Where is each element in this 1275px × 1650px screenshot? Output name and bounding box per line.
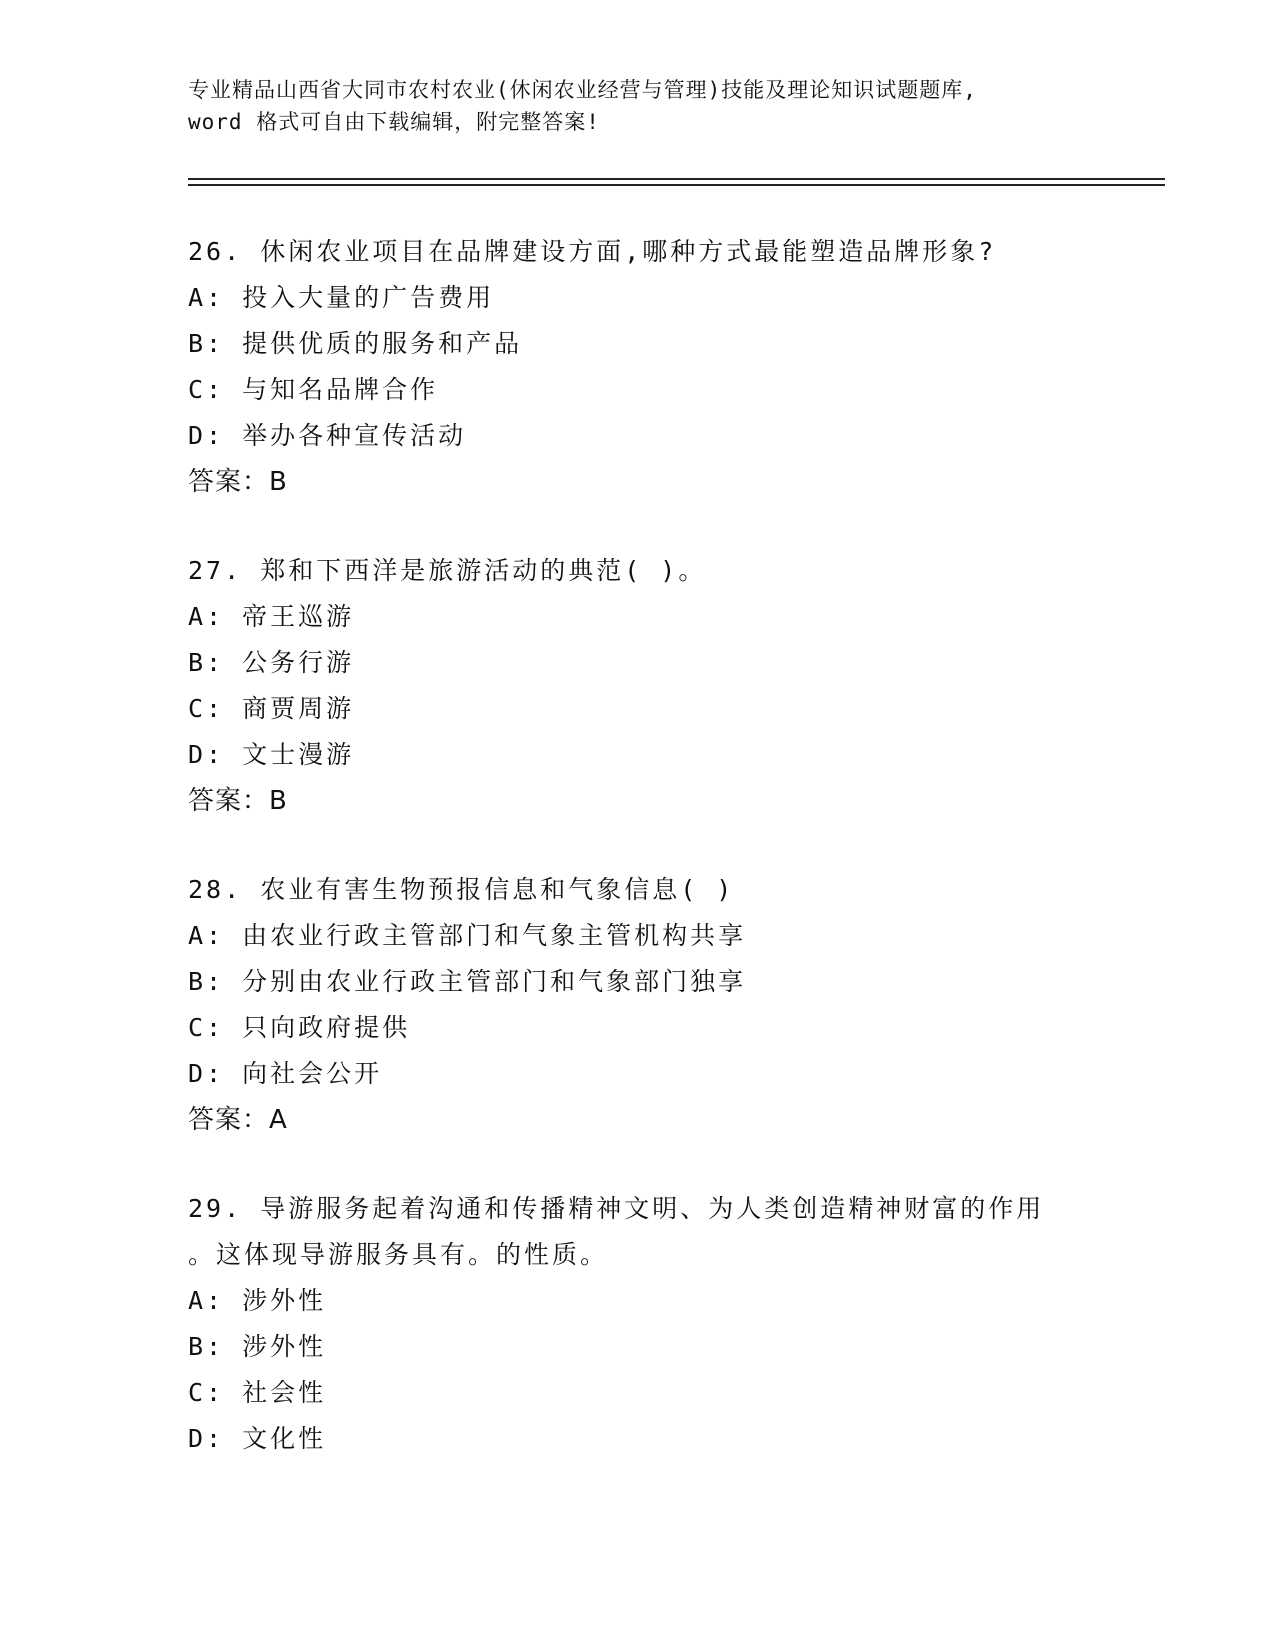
question-stem-line-1: 29. 导游服务起着沟通和传播精神文明、为人类创造精神财富的作用 bbox=[188, 1194, 1045, 1223]
header-divider-bottom bbox=[188, 184, 1165, 186]
option-b: B: 公务行游 bbox=[188, 648, 355, 677]
option-a: A: 帝王巡游 bbox=[188, 602, 355, 631]
question-29 bbox=[188, 1186, 1088, 1462]
option-d: D: 文化性 bbox=[188, 1424, 327, 1453]
question-stem: 26. 休闲农业项目在品牌建设方面,哪种方式最能塑造品牌形象? bbox=[188, 237, 997, 266]
question-27 bbox=[188, 548, 1088, 824]
option-b: B: 提供优质的服务和产品 bbox=[188, 329, 523, 358]
option-c: C: 社会性 bbox=[188, 1378, 327, 1407]
answer: 答案：A bbox=[188, 1105, 288, 1135]
document-header bbox=[188, 74, 1088, 138]
question-stem: 28. 农业有害生物预报信息和气象信息( ) bbox=[188, 875, 735, 904]
answer: 答案：B bbox=[188, 467, 288, 497]
option-b: B: 分别由农业行政主管部门和气象部门独享 bbox=[188, 967, 747, 996]
option-c: C: 只向政府提供 bbox=[188, 1013, 411, 1042]
option-c: C: 与知名品牌合作 bbox=[188, 375, 439, 404]
option-a: A: 由农业行政主管部门和气象主管机构共享 bbox=[188, 921, 747, 950]
question-stem: 27. 郑和下西洋是旅游活动的典范( )。 bbox=[188, 556, 707, 585]
option-a: A: 投入大量的广告费用 bbox=[188, 283, 495, 312]
option-b: B: 涉外性 bbox=[188, 1332, 327, 1361]
option-d: D: 举办各种宣传活动 bbox=[188, 421, 467, 450]
option-d: D: 向社会公开 bbox=[188, 1059, 383, 1088]
question-28 bbox=[188, 867, 1088, 1143]
header-title-line-2: word 格式可自由下载编辑，附完整答案! bbox=[188, 110, 600, 134]
option-c: C: 商贾周游 bbox=[188, 694, 355, 723]
header-divider-top bbox=[188, 178, 1165, 180]
option-a: A: 涉外性 bbox=[188, 1286, 327, 1315]
header-title-line-1: 专业精品山西省大同市农村农业(休闲农业经营与管理)技能及理论知识试题题库, bbox=[188, 78, 977, 102]
question-stem-line-2: 。这体现导游服务具有。的性质。 bbox=[188, 1240, 609, 1269]
option-d: D: 文士漫游 bbox=[188, 740, 355, 769]
answer: 答案：B bbox=[188, 786, 288, 816]
question-26 bbox=[188, 229, 1088, 505]
